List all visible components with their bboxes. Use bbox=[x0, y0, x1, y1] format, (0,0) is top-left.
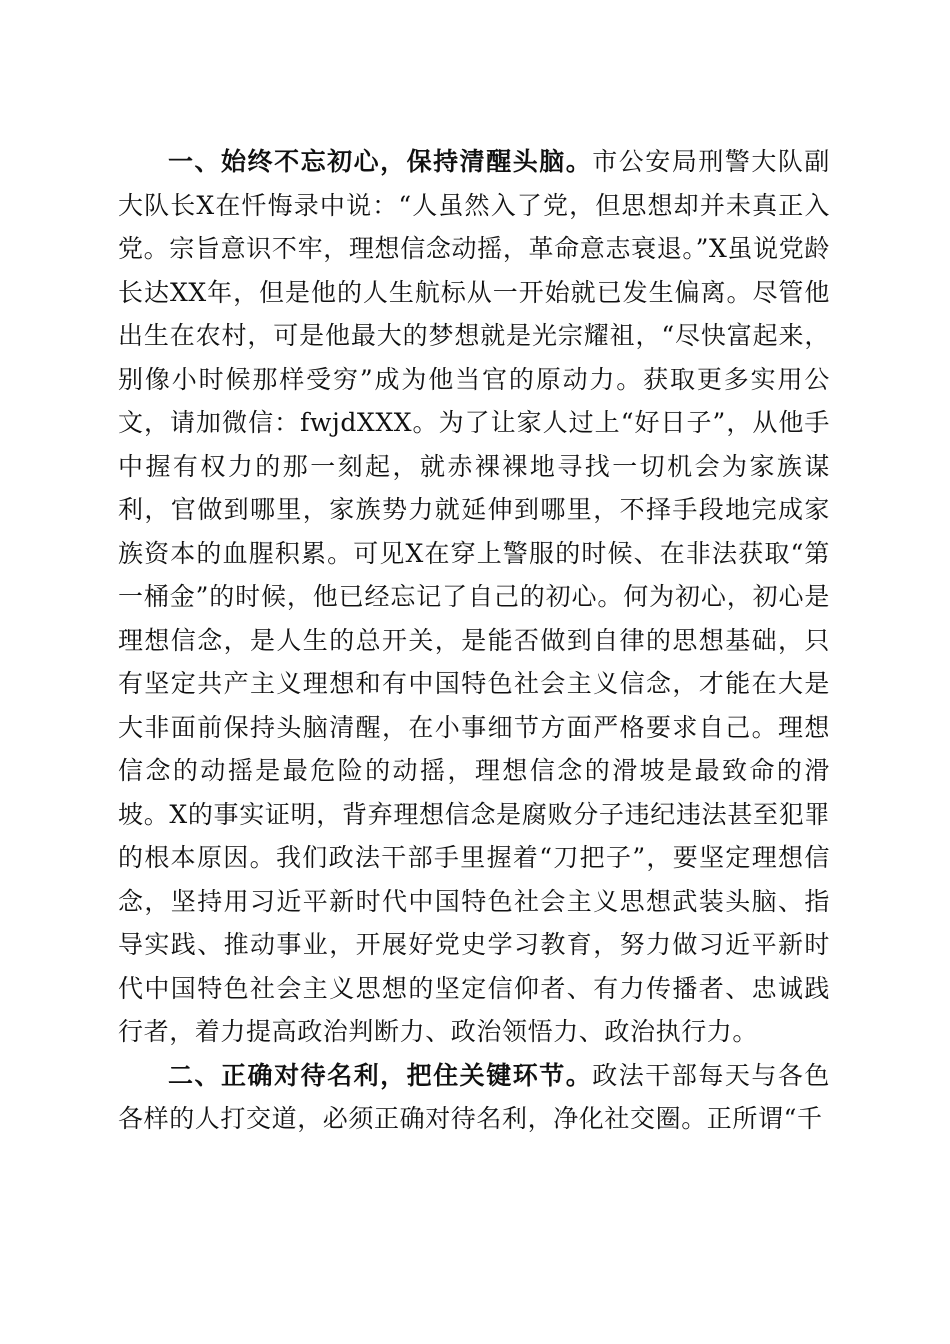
document-body bbox=[118, 140, 830, 1141]
paragraph-2-heading: 二、正确对待名利，把住关键环节。 bbox=[168, 1060, 593, 1090]
paragraph-2 bbox=[118, 1054, 830, 1141]
paragraph-1 bbox=[118, 140, 830, 1054]
paragraph-1-heading: 一、始终不忘初心，保持清醒头脑。 bbox=[168, 147, 593, 176]
paragraph-2-text: 政法干部每天与各色各样的人打交道，必须正确对待名利，净化社交圈。正所谓“千 bbox=[118, 1060, 830, 1133]
paragraph-1-text: 市公安局刑警大队副大队长X在忏悔录中说：“人虽然入了党，但思想却并未真正入党。宗旨意识不牢，理想信念动摇，革命意志衰退。”X虽说党龄长达XX年，但是他的人生航标从一开始就已发生偏离。尽管他出生在农村，可是他最大的梦想就是光宗耀祖，“尽快富起来，别像小时候那样受穷”成为他当官的原动力。获取更多实用公文，请加微信：fwjdXXX。为了让家人过上“好日子”，从他手中握有权力的那一刻起，就赤裸裸地寻找一切机会为家族谋利，官做到哪里，家族势力就延伸到哪里，不择手段地完成家族资本的血腥积累。可见X在穿上警服的时候、在非法获取“第一桶金”的时候，他已经忘记了自己的初心。何为初心，初心是理想信念，是人生的总开关，是能否做到自律的思想基础，只有坚定共产主义理想和有中国特色社会主义信念，才能在大是大非面前保持头脑清醒，在小事细节方面严格要求自己。理想信念的动摇是最危险的动摇，理想信念的滑坡是最致命的滑坡。X的事实证明，背弃理想信念是腐败分子违纪违法甚至犯罪的根本原因。我们政法干部手里握着“刀把子”，要坚定理想信念，坚持用习近平新时代中国特色社会主义思想武装头脑、指导实践、推动事业，开展好党史学习教育，努力做习近平新时代中国特色社会主义思想的坚定信仰者、有力传播者、忠诚践行者，着力提高政治判断力、政治领悟力、政治执行力。 bbox=[118, 147, 830, 1046]
